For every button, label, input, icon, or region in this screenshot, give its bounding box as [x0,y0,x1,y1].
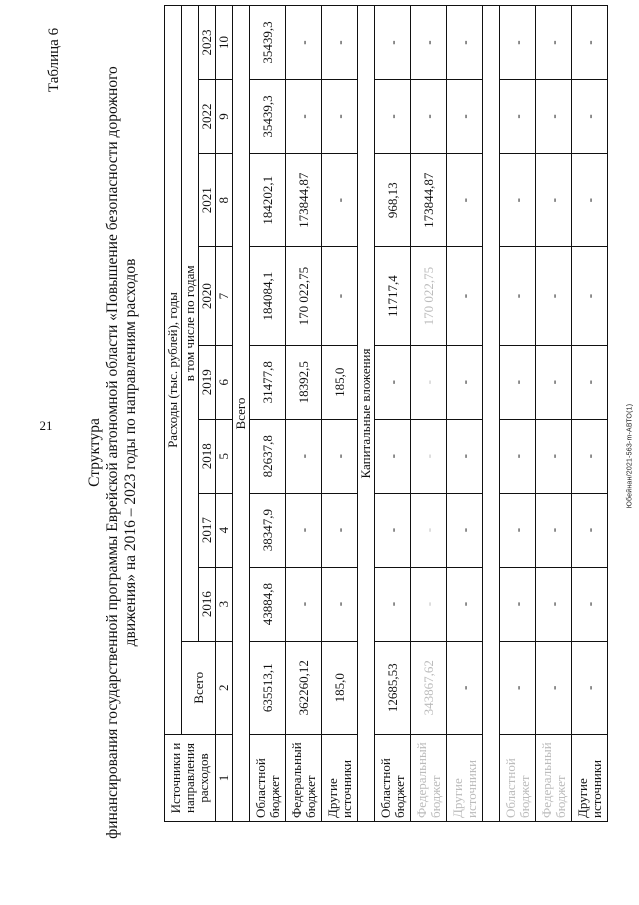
value-cell: - [447,345,483,419]
value-cell: 170 022,75 [411,247,447,345]
value-cell: 185,0 [322,641,358,734]
value-cell: - [411,6,447,80]
value-cell: - [447,247,483,345]
table-row [375,6,411,822]
value-cell: - [536,153,572,246]
header-expenses: Расходы (тыс. рублей), годы [165,6,182,735]
value-cell: - [536,419,572,493]
value-cell: - [286,6,322,80]
value-cell: - [411,493,447,567]
value-cell: - [572,80,608,154]
value-cell: - [447,493,483,567]
value-cell: - [447,80,483,154]
value-cell: - [447,153,483,246]
value-cell: - [572,345,608,419]
header-year: 2017 [199,493,216,567]
table-row [322,6,358,822]
value-cell: - [500,247,536,345]
source-cell: Федеральный бюджет [411,735,447,822]
value-cell: - [322,567,358,641]
header-year: 2016 [199,567,216,641]
value-cell: 635513,1 [250,641,286,734]
value-cell: 43884,8 [250,567,286,641]
value-cell: - [500,80,536,154]
value-cell: 184084,1 [250,247,286,345]
value-cell: - [500,419,536,493]
page-number: 21 [39,418,53,433]
value-cell: - [572,641,608,734]
header-total: Всего [182,641,216,734]
value-cell: 362260,12 [286,641,322,734]
value-cell: 968,13 [375,153,411,246]
value-cell: - [322,419,358,493]
value-cell: 31477,8 [250,345,286,419]
document-code: Юбейнан/2021-563-m-АВТО(1) [626,403,634,509]
value-cell: - [411,80,447,154]
value-cell: 18392,5 [286,345,322,419]
table-label: Таблица 6 [46,27,62,93]
section-title [483,6,500,822]
value-cell: - [447,641,483,734]
header-year: 2023 [199,6,216,80]
column-number: 10 [216,6,233,80]
source-cell: Областной бюджет [500,735,536,822]
value-cell: - [375,419,411,493]
source-cell: Федеральный бюджет [286,735,322,822]
value-cell: 343867,62 [411,641,447,734]
header-year: 2018 [199,419,216,493]
table-row [286,6,322,822]
column-number: 2 [216,641,233,734]
value-cell: 38347,9 [250,493,286,567]
title-line-1: Структура [86,418,103,487]
header-year: 2021 [199,153,216,246]
value-cell: - [375,493,411,567]
value-cell: - [572,247,608,345]
column-number: 1 [216,735,233,822]
value-cell: - [322,6,358,80]
section-row [358,6,375,822]
value-cell: 173844,87 [411,153,447,246]
value-cell: - [322,247,358,345]
column-number: 3 [216,567,233,641]
column-number: 7 [216,247,233,345]
table-row [250,6,286,822]
value-cell: - [572,493,608,567]
header-year: 2020 [199,247,216,345]
header-by-years: в том числе по годам [182,6,199,642]
value-cell: - [536,247,572,345]
table-row [447,6,483,822]
column-number: 9 [216,80,233,154]
value-cell: - [447,6,483,80]
table-row [572,6,608,822]
value-cell: - [322,153,358,246]
table-row [411,6,447,822]
value-cell: - [500,6,536,80]
column-number: 5 [216,419,233,493]
value-cell: - [286,567,322,641]
value-cell: - [375,6,411,80]
value-cell: - [572,153,608,246]
value-cell: - [500,641,536,734]
value-cell: 35439,3 [250,6,286,80]
value-cell: 170 022,75 [286,247,322,345]
value-cell: - [411,567,447,641]
section-title: Капитальные вложения [358,6,375,822]
section-row [483,6,500,822]
table-header [165,6,233,822]
value-cell: - [536,493,572,567]
value-cell: - [411,419,447,493]
value-cell: - [375,567,411,641]
value-cell: - [500,345,536,419]
value-cell: - [286,419,322,493]
value-cell: - [375,80,411,154]
value-cell: - [536,345,572,419]
value-cell: - [286,80,322,154]
title-line-3: движения» на 2016 – 2023 годы по направлениям расходов [122,258,139,647]
value-cell: - [447,419,483,493]
column-number-row [216,6,233,822]
source-cell: Областной бюджет [375,735,411,822]
value-cell: 11717,4 [375,247,411,345]
financing-table [164,5,608,822]
value-cell: 185,0 [322,345,358,419]
column-number: 6 [216,345,233,419]
value-cell: - [375,345,411,419]
value-cell: - [500,567,536,641]
table-row [536,6,572,822]
value-cell: - [536,567,572,641]
value-cell: 173844,87 [286,153,322,246]
table-row [500,6,536,822]
column-number: 8 [216,153,233,246]
title-line-2: финансирования государственной программы Еврейской автономной области «Повышение безопасности дорожного [104,66,121,839]
header-source: Источники и направления расходов [165,735,216,822]
source-cell: Другие источники [322,735,358,822]
value-cell: - [536,6,572,80]
value-cell: - [572,567,608,641]
value-cell: - [572,419,608,493]
value-cell: 35439,3 [250,80,286,154]
value-cell: - [411,345,447,419]
header-year: 2022 [199,80,216,154]
source-cell: Другие источники [447,735,483,822]
source-cell: Другие источники [572,735,608,822]
value-cell: 184202,1 [250,153,286,246]
column-number: 4 [216,493,233,567]
section-title: Всего [233,6,250,822]
header-year: 2019 [199,345,216,419]
value-cell: - [536,80,572,154]
value-cell: - [447,567,483,641]
value-cell: - [500,153,536,246]
document-title [86,0,140,905]
value-cell: - [322,80,358,154]
value-cell: - [322,493,358,567]
value-cell: - [536,641,572,734]
source-cell: Федеральный бюджет [536,735,572,822]
value-cell: - [500,493,536,567]
value-cell: - [286,493,322,567]
value-cell: - [572,6,608,80]
value-cell: 12685,53 [375,641,411,734]
section-row [233,6,250,822]
source-cell: Областной бюджет [250,735,286,822]
table-body [233,6,608,822]
value-cell: 82637,8 [250,419,286,493]
